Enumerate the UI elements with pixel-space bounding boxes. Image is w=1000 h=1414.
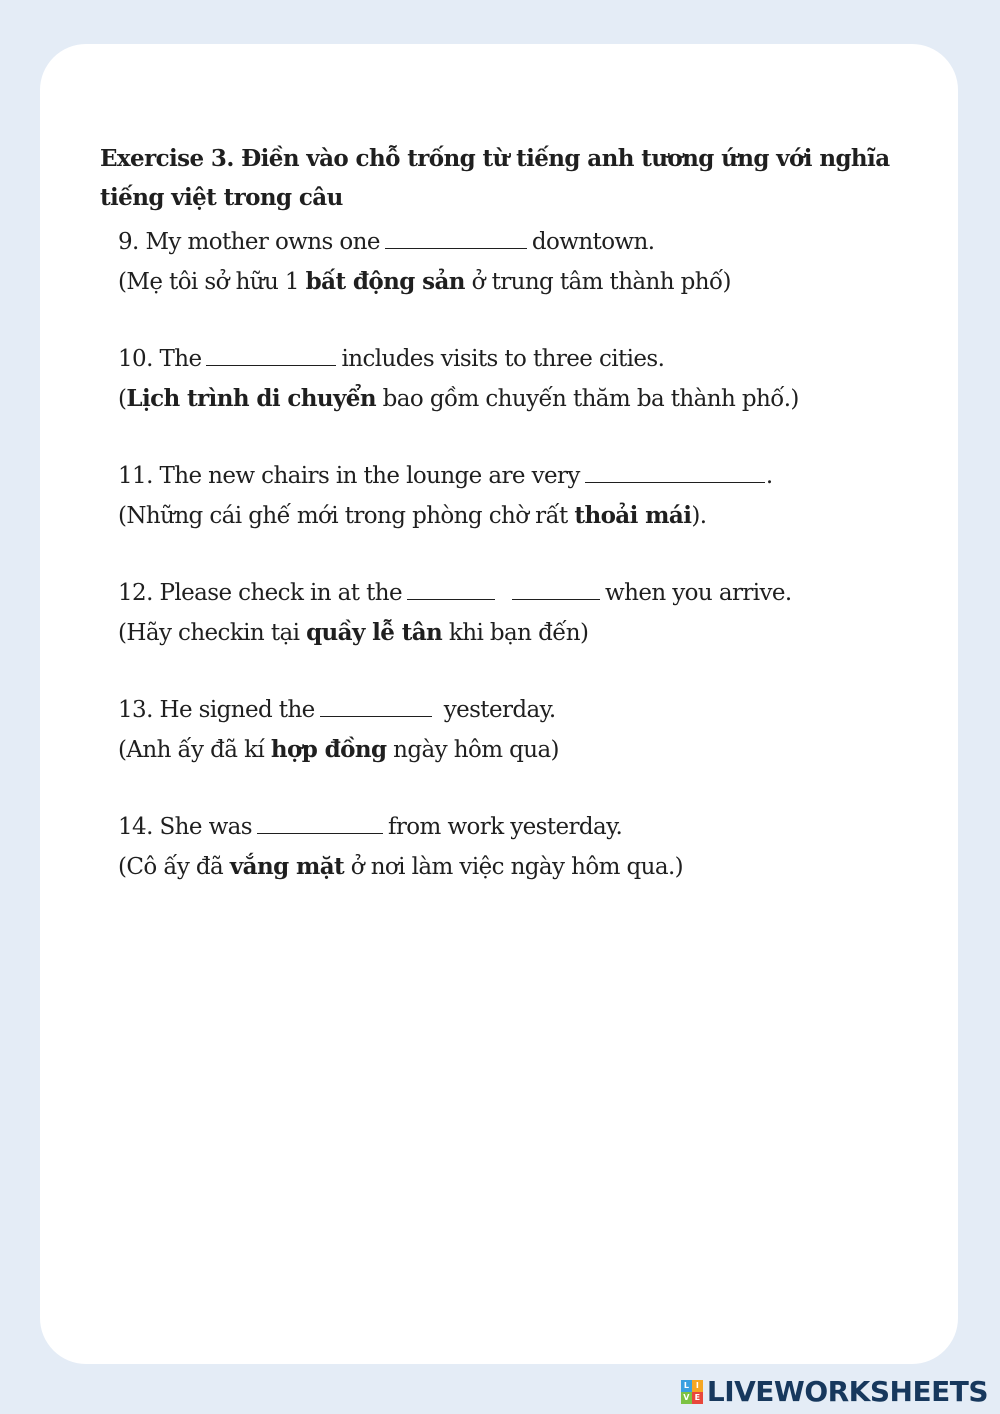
key-term: quầy lễ tân <box>306 619 443 646</box>
question-item <box>118 691 938 770</box>
question-sentence: 13. He signed the yesterday. <box>118 691 938 730</box>
liveworksheets-logo-icon: L I V E <box>681 1380 703 1404</box>
question-translation: (Lịch trình di chuyển bao gồm chuyến thăm ba thành phố.) <box>118 385 799 412</box>
key-term: hợp đồng <box>270 736 387 763</box>
key-term: bất động sản <box>305 268 465 295</box>
brand-name[interactable]: LIVEWORKSHEETS <box>706 1375 988 1408</box>
question-item <box>118 574 938 653</box>
question-sentence: 10. The includes visits to three cities. <box>118 340 938 379</box>
question-translation: (Những cái ghế mới trong phòng chờ rất thoải mái). <box>118 502 707 529</box>
answer-blank[interactable] <box>320 694 432 717</box>
question-item <box>118 808 938 887</box>
question-translation: (Cô ấy đã vắng mặt ở nơi làm việc ngày hôm qua.) <box>118 853 684 880</box>
key-term: Lịch trình di chuyển <box>126 385 376 412</box>
answer-blank[interactable] <box>257 811 383 834</box>
question-sentence: 11. The new chairs in the lounge are very . <box>118 457 938 496</box>
question-item <box>118 457 938 536</box>
question-translation: (Anh ấy đã kí hợp đồng ngày hôm qua) <box>118 736 559 763</box>
question-translation: (Hãy checkin tại quầy lễ tân khi bạn đến) <box>118 619 589 646</box>
question-sentence: 14. She was from work yesterday. <box>118 808 938 847</box>
question-item <box>118 340 938 419</box>
liveworksheets-footer <box>681 1375 988 1408</box>
question-sentence: 12. Please check in at the when you arrive. <box>118 574 938 613</box>
answer-blank[interactable] <box>585 460 765 483</box>
key-term: vắng mặt <box>229 853 345 880</box>
question-item <box>118 223 938 302</box>
key-term: thoải mái <box>574 502 692 529</box>
exercise-title: Exercise 3. Điền vào chỗ trống từ tiếng anh tương ứng với nghĩa tiếng việt trong câu <box>100 145 890 211</box>
question-sentence: 9. My mother owns one downtown. <box>118 223 938 262</box>
answer-blank[interactable] <box>512 577 600 600</box>
answer-blank[interactable] <box>407 577 495 600</box>
answer-blank[interactable] <box>385 226 527 249</box>
answer-blank[interactable] <box>206 343 336 366</box>
question-translation: (Mẹ tôi sở hữu 1 bất động sản ở trung tâm thành phố) <box>118 268 731 295</box>
